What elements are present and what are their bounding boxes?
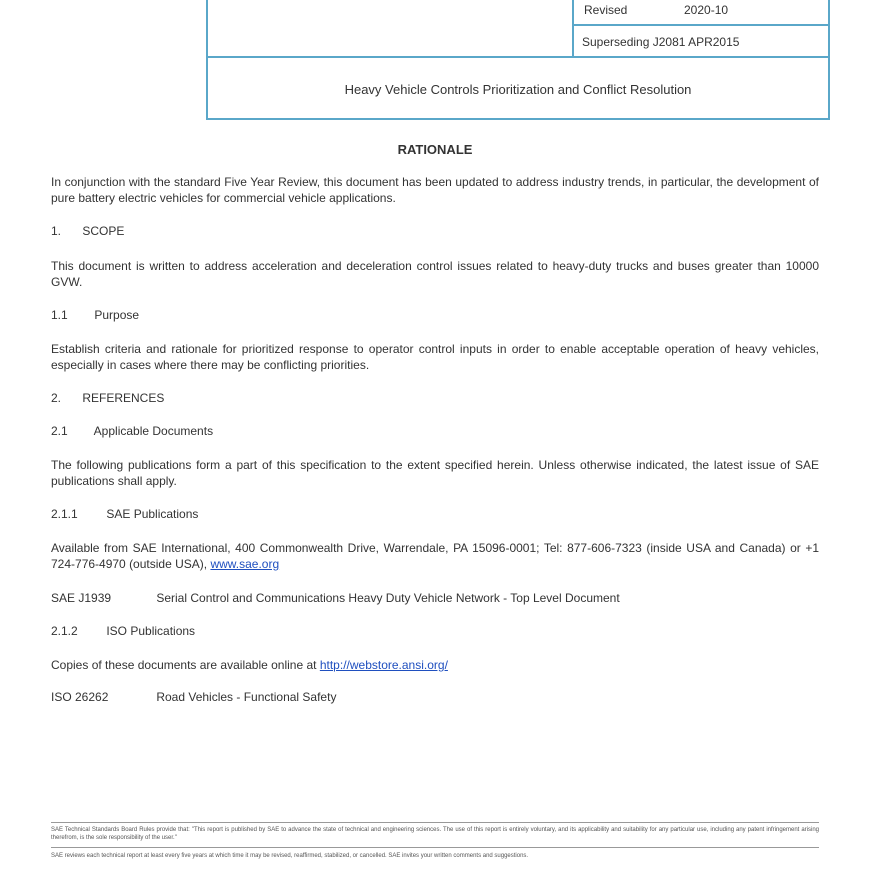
section-number: 2. — [51, 391, 62, 405]
applicable-documents-text: The following publications form a part of this specification to the extent specified herein. Unless otherwise indicated, the latest issue of SAE publications shall apply. — [51, 458, 819, 488]
ansi-webstore-link[interactable]: http://webstore.ansi.org/ — [319, 658, 448, 672]
section-2-1-heading — [51, 424, 213, 438]
rationale-text: In conjunction with the standard Five Year Review, this document has been updated to address industry trends, in particular, the development of pure battery electric vehicles for commercial vehicle applications. — [51, 175, 819, 205]
section-1-heading — [51, 224, 124, 238]
section-title: SAE Publications — [106, 507, 199, 521]
iso-availability-text — [51, 657, 819, 673]
revised-label: Revised — [584, 3, 628, 17]
reference-title: Road Vehicles - Functional Safety — [156, 690, 337, 704]
footer-divider — [51, 822, 819, 823]
iso-availability-body: Copies of these documents are available online at — [51, 658, 317, 672]
header-divider-horizontal — [208, 56, 828, 58]
section-number: 2.1 — [51, 424, 68, 438]
iso-reference-entry — [51, 690, 336, 704]
section-2-heading — [51, 391, 164, 405]
section-number: 2.1.2 — [51, 624, 78, 638]
footer-note-review: SAE reviews each technical report at least every five years at which time it may be revised, reaffirmed, stabilized, or cancelled. SAE invites your written comments and suggestions. — [51, 853, 529, 859]
reference-title: Serial Control and Communications Heavy Duty Vehicle Network - Top Level Document — [156, 591, 620, 605]
section-number: 2.1.1 — [51, 507, 78, 521]
footer-note-rules: SAE Technical Standards Board Rules provide that: "This report is published by SAE to advance the state of technical and engineering sciences. The use of this report is entirely voluntary, and its applicability and suitability for any particular use, including any patent infringement arising therefrom, is the sole responsibility of the user." — [51, 827, 819, 841]
section-2-1-2-heading — [51, 624, 195, 638]
reference-code: SAE J1939 — [51, 591, 112, 605]
superseding-note: Superseding J2081 APR2015 — [582, 35, 740, 49]
section-title: REFERENCES — [82, 391, 165, 405]
document-header-box — [206, 0, 830, 120]
header-divider-middle — [574, 24, 828, 26]
section-number: 1.1 — [51, 308, 68, 322]
section-title: ISO Publications — [106, 624, 196, 638]
rationale-heading: RATIONALE — [397, 142, 473, 157]
reference-code: ISO 26262 — [51, 690, 109, 704]
scope-text: This document is written to address acceleration and deceleration control issues related to heavy-duty trucks and buses greater than 10000 GVW. — [51, 259, 819, 289]
document-title: Heavy Vehicle Controls Prioritization and Conflict Resolution — [344, 82, 692, 97]
purpose-text: Establish criteria and rationale for prioritized response to operator control inputs in order to enable acceptable operation of heavy vehicles, especially in cases where there may be conflicting priorities. — [51, 342, 819, 372]
revised-date: 2020-10 — [684, 3, 729, 17]
section-title: Purpose — [94, 308, 140, 322]
section-title: Applicable Documents — [93, 424, 214, 438]
sae-reference-entry — [51, 591, 620, 605]
section-2-1-1-heading — [51, 507, 198, 521]
sae-availability-text — [51, 540, 819, 572]
header-divider-vertical — [572, 0, 574, 56]
sae-availability-body: Available from SAE International, 400 Commonwealth Drive, Warrendale, PA 15096-0001; Tel: 877-606-7323 (inside USA and Canada) or +1 724-776-4970 (outside USA), — [51, 541, 819, 571]
footer-divider-secondary — [51, 847, 819, 848]
section-1-1-heading — [51, 308, 139, 322]
section-title: SCOPE — [82, 224, 125, 238]
section-number: 1. — [51, 224, 62, 238]
sae-website-link[interactable]: www.sae.org — [210, 557, 280, 571]
